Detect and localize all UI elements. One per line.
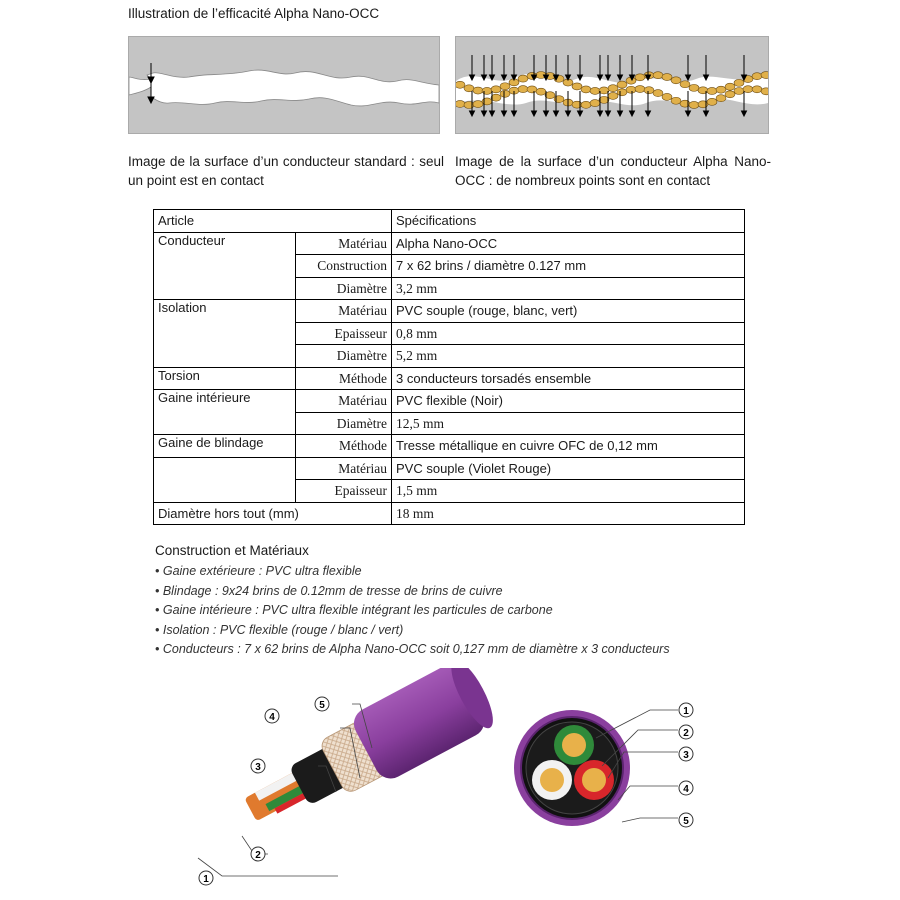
particle-bead bbox=[608, 85, 618, 92]
spec-label: Construction bbox=[296, 255, 392, 278]
callout-5-right bbox=[679, 813, 693, 827]
spec-value: Alpha Nano-OCC bbox=[392, 232, 745, 255]
spec-value: Tresse métallique en cuivre OFC de 0,12 mm bbox=[392, 435, 745, 458]
particle-bead bbox=[473, 101, 483, 108]
table-row bbox=[154, 232, 745, 255]
article-cell: Gaine de blindage bbox=[154, 435, 296, 458]
particle-bead bbox=[456, 81, 465, 88]
table-row bbox=[154, 390, 745, 413]
particle-bead bbox=[626, 86, 636, 93]
conductor-green bbox=[554, 725, 594, 765]
svg-text:5: 5 bbox=[319, 700, 325, 711]
alpha-surface-caption: Image de la surface d’un conducteur Alpha Nano-OCC : de nombreux points sont en contact bbox=[455, 154, 771, 188]
spec-label: Méthode bbox=[296, 435, 392, 458]
article-cell bbox=[154, 277, 296, 300]
svg-text:3: 3 bbox=[255, 762, 261, 773]
particle-bead bbox=[707, 98, 717, 105]
svg-text:4: 4 bbox=[269, 712, 275, 723]
particle-bead bbox=[734, 88, 744, 95]
cross-section bbox=[514, 710, 630, 826]
spec-value: PVC souple (Violet Rouge) bbox=[392, 457, 745, 480]
standard-surface-caption: Image de la surface d’un conducteur standard : seul un point est en contact bbox=[128, 154, 444, 188]
particle-bead bbox=[653, 90, 663, 97]
cable-construction-diagram bbox=[150, 668, 710, 896]
article-cell bbox=[154, 480, 296, 503]
spec-label: Epaisseur bbox=[296, 480, 392, 503]
particle-bead bbox=[725, 83, 735, 90]
particle-bead bbox=[590, 87, 600, 94]
svg-text:1: 1 bbox=[203, 874, 209, 885]
callout-4-right bbox=[679, 781, 693, 795]
particle-bead bbox=[761, 88, 768, 95]
particle-bead bbox=[653, 72, 663, 79]
particle-bead bbox=[680, 81, 690, 88]
callout-1-right bbox=[679, 703, 693, 717]
table-row bbox=[154, 300, 745, 323]
spec-label: Méthode bbox=[296, 367, 392, 390]
table-row bbox=[154, 412, 745, 435]
construction-title: Construction et Matériaux bbox=[155, 543, 309, 558]
particle-bead bbox=[500, 83, 510, 90]
spec-label: Matériau bbox=[296, 457, 392, 480]
particle-bead bbox=[662, 93, 672, 100]
spec-value: PVC souple (rouge, blanc, vert) bbox=[392, 300, 745, 323]
list-item: • Conducteurs : 7 x 62 brins de Alpha Nano-OCC soit 0,127 mm de diamètre x 3 conducteurs bbox=[155, 642, 670, 657]
particle-bead bbox=[590, 100, 600, 107]
particle-bead bbox=[608, 92, 618, 99]
particle-bead bbox=[689, 84, 699, 91]
spec-value: 5,2 mm bbox=[392, 345, 745, 368]
article-cell bbox=[154, 255, 296, 278]
callout-1-left bbox=[199, 871, 213, 885]
particle-bead bbox=[752, 86, 762, 93]
spec-label: Matériau bbox=[296, 232, 392, 255]
spec-value: 3,2 mm bbox=[392, 277, 745, 300]
spec-label: Matériau bbox=[296, 300, 392, 323]
particle-bead bbox=[581, 86, 591, 93]
article-cell: Gaine intérieure bbox=[154, 390, 296, 413]
spec-label: Diamètre bbox=[296, 345, 392, 368]
article-cell: Diamètre hors tout (mm) bbox=[154, 502, 392, 525]
article-cell bbox=[154, 322, 296, 345]
article-cell: Isolation bbox=[154, 300, 296, 323]
header-specifications: Spécifications bbox=[392, 210, 745, 233]
table-row bbox=[154, 277, 745, 300]
particle-bead bbox=[617, 89, 627, 96]
particle-bead bbox=[689, 101, 699, 108]
spec-value: 1,5 mm bbox=[392, 480, 745, 503]
table-row bbox=[154, 345, 745, 368]
list-item: • Blindage : 9x24 brins de 0.12mm de tresse de brins de cuivre bbox=[155, 583, 503, 598]
particle-bead bbox=[662, 74, 672, 81]
table-row bbox=[154, 255, 745, 278]
spec-label: Matériau bbox=[296, 390, 392, 413]
particle-bead bbox=[761, 72, 768, 79]
article-cell bbox=[154, 345, 296, 368]
svg-text:2: 2 bbox=[683, 728, 689, 739]
callout-3-right bbox=[679, 747, 693, 761]
particle-bead bbox=[716, 86, 726, 93]
spec-label: Diamètre bbox=[296, 412, 392, 435]
alpha-surface-image bbox=[455, 36, 769, 134]
table-row bbox=[154, 367, 745, 390]
callout-2-right bbox=[679, 725, 693, 739]
particle-bead bbox=[671, 77, 681, 84]
particle-bead bbox=[456, 100, 465, 107]
article-cell bbox=[154, 457, 296, 480]
particle-bead bbox=[716, 95, 726, 102]
spec-value: PVC flexible (Noir) bbox=[392, 390, 745, 413]
cable-cutaway bbox=[234, 668, 501, 845]
particle-bead bbox=[536, 88, 546, 95]
list-item: • Gaine intérieure : PVC ultra flexible intégrant les particules de carbone bbox=[155, 603, 553, 618]
spec-value: 12,5 mm bbox=[392, 412, 745, 435]
particle-bead bbox=[671, 97, 681, 104]
svg-text:5: 5 bbox=[683, 816, 689, 827]
particle-bead bbox=[635, 86, 645, 93]
table-row bbox=[154, 322, 745, 345]
particle-bead bbox=[518, 75, 528, 82]
particle-bead bbox=[725, 91, 735, 98]
particle-bead bbox=[464, 85, 474, 92]
callout-3-left bbox=[251, 759, 265, 773]
particle-bead bbox=[635, 74, 645, 81]
spec-label: Epaisseur bbox=[296, 322, 392, 345]
list-item: • Gaine extérieure : PVC ultra flexible bbox=[155, 564, 362, 578]
particle-bead bbox=[581, 101, 591, 108]
table-row bbox=[154, 480, 745, 503]
conductor-red bbox=[574, 760, 614, 800]
particle-bead bbox=[518, 86, 528, 93]
spec-value: 3 conducteurs torsadés ensemble bbox=[392, 367, 745, 390]
spec-value: 0,8 mm bbox=[392, 322, 745, 345]
spec-value: 18 mm bbox=[392, 502, 745, 525]
particle-bead bbox=[617, 81, 627, 88]
svg-text:1: 1 bbox=[683, 706, 689, 717]
list-item: • Isolation : PVC flexible (rouge / blanc / vert) bbox=[155, 622, 404, 637]
particle-bead bbox=[734, 79, 744, 86]
callout-5-left bbox=[315, 697, 329, 711]
spec-value: 7 x 62 brins / diamètre 0.127 mm bbox=[392, 255, 745, 278]
svg-text:2: 2 bbox=[255, 850, 261, 861]
callout-2-left bbox=[251, 847, 265, 861]
materials-list bbox=[155, 562, 670, 660]
particle-bead bbox=[707, 87, 717, 94]
particle-bead bbox=[500, 90, 510, 97]
conductor-white bbox=[532, 760, 572, 800]
particle-bead bbox=[752, 73, 762, 80]
header-article: Article bbox=[154, 210, 392, 233]
callout-4-left bbox=[265, 709, 279, 723]
table-row bbox=[154, 502, 745, 525]
particle-bead bbox=[473, 87, 483, 94]
specifications-table bbox=[153, 209, 745, 525]
standard-surface-image bbox=[128, 36, 440, 134]
article-cell: Torsion bbox=[154, 367, 296, 390]
table-header-row bbox=[154, 210, 745, 233]
spec-label: Diamètre bbox=[296, 277, 392, 300]
particle-bead bbox=[572, 83, 582, 90]
article-cell bbox=[154, 412, 296, 435]
svg-text:4: 4 bbox=[683, 784, 689, 795]
table-row bbox=[154, 457, 745, 480]
particle-bead bbox=[527, 86, 537, 93]
particle-bead bbox=[644, 87, 654, 94]
table-row bbox=[154, 435, 745, 458]
article-cell: Conducteur bbox=[154, 232, 296, 255]
illustration-title: Illustration de l’efficacité Alpha Nano-OCC bbox=[128, 6, 380, 21]
svg-text:3: 3 bbox=[683, 750, 689, 761]
